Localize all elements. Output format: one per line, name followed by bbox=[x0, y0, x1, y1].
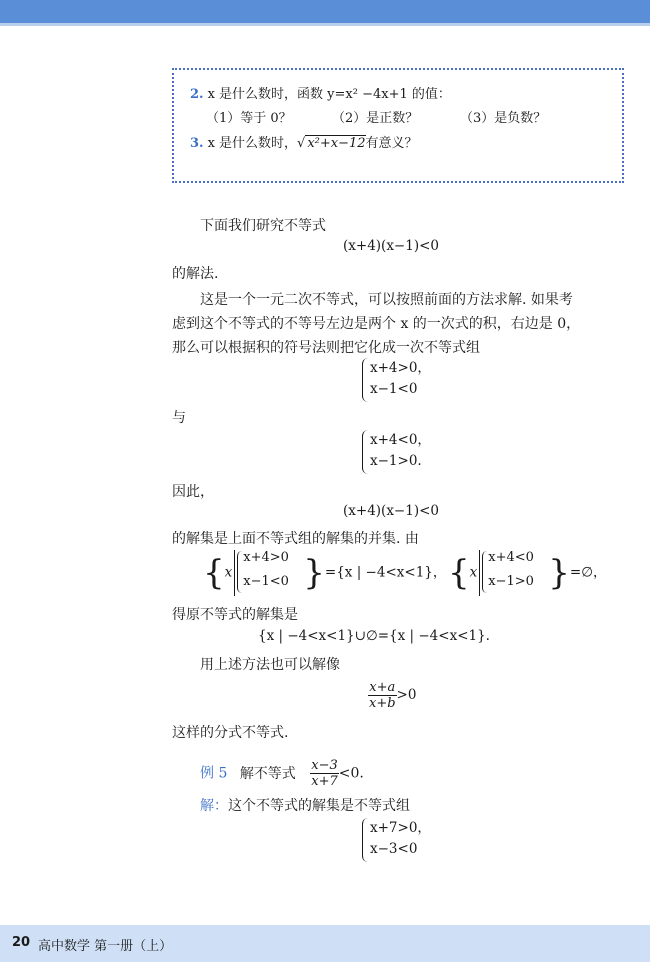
system-1-row-2: x−1<0 bbox=[370, 381, 418, 397]
example-5 bbox=[200, 758, 364, 789]
exercise-3-number: 3. bbox=[190, 136, 204, 151]
system-2-row-1: x+4<0， bbox=[370, 432, 431, 448]
example-label: 例 5 bbox=[200, 765, 228, 782]
inequality-system-1 bbox=[362, 356, 482, 406]
right-brace-icon: } bbox=[548, 553, 570, 593]
fraction-inequality-1 bbox=[368, 680, 416, 711]
paragraph-3-line-3: 那么可以根据积的符号法则把它化成一次不等式组 bbox=[172, 340, 480, 356]
exercise-2-question bbox=[190, 83, 451, 102]
exercise-3-question bbox=[190, 132, 418, 151]
brace-icon bbox=[362, 818, 369, 862]
paragraph-3-line-1: 这是一个一元二次不等式，可以按照前面的方法求解. 如果考 bbox=[200, 292, 573, 308]
page-number: 20 bbox=[12, 935, 31, 950]
set-expression-b bbox=[448, 550, 606, 596]
fraction-2-numerator: x−3 bbox=[311, 758, 338, 773]
solution-label: 解： bbox=[200, 798, 228, 814]
system-1-row-1: x+4>0， bbox=[370, 360, 431, 376]
paragraph-5: 因此， bbox=[172, 484, 214, 500]
set-a-row-1: x+4>0 bbox=[243, 550, 289, 565]
set-expression-a bbox=[203, 550, 446, 596]
fraction-2-denominator: x+7 bbox=[311, 774, 338, 789]
equation-2: (x+4)(x−1)<0 bbox=[343, 503, 439, 519]
fraction-1-relation: >0 bbox=[396, 687, 417, 703]
solution-text: 这个不等式的解集是不等式组 bbox=[228, 798, 410, 814]
fraction-1-denominator: x+b bbox=[369, 696, 396, 711]
set-a-variable: x bbox=[224, 564, 233, 581]
solution-line bbox=[200, 795, 410, 815]
example-text: 解不等式 bbox=[239, 765, 296, 782]
exercise-2-sub1: （1）等于 0？ bbox=[206, 111, 292, 126]
exercise-2-number: 2. bbox=[190, 87, 204, 102]
paragraph-3-line-2: 虑到这个不等式的不等号左边是两个 x 的一次式的积，右边是 0， bbox=[172, 316, 581, 332]
system-3-row-2: x−3<0 bbox=[370, 841, 418, 857]
paragraph-1: 下面我们研究不等式 bbox=[200, 218, 326, 234]
inequality-system-3 bbox=[362, 816, 482, 866]
top-color-band bbox=[0, 0, 650, 23]
exercise-2-sub2: （2）是正数？ bbox=[332, 111, 419, 126]
paragraph-4: 与 bbox=[172, 410, 186, 426]
set-b-system bbox=[482, 550, 548, 596]
sqrt-sign-icon: √ bbox=[297, 136, 306, 151]
exercise-2-sub3: （3）是负数？ bbox=[460, 111, 547, 126]
set-b-row-1: x+4<0 bbox=[488, 550, 534, 565]
fraction-2-relation: <0. bbox=[338, 765, 364, 782]
exercise-3-radicand: x²+x−12 bbox=[307, 136, 366, 151]
book-title: 高中数学 第一册（上） bbox=[38, 939, 173, 954]
fraction-1-numerator: x+a bbox=[369, 680, 396, 695]
left-brace-icon: { bbox=[203, 553, 225, 593]
equation-1: (x+4)(x−1)<0 bbox=[343, 238, 439, 254]
system-3-row-1: x+7>0， bbox=[370, 820, 431, 836]
set-a-row-2: x−1<0 bbox=[243, 574, 289, 589]
fraction-1 bbox=[368, 680, 397, 711]
right-brace-icon: } bbox=[303, 553, 325, 593]
system-2-row-2: x−1>0. bbox=[370, 453, 422, 469]
equation-3: {x | −4<x<1}∪∅={x | −4<x<1}. bbox=[258, 628, 490, 644]
top-color-band-light bbox=[0, 23, 650, 26]
set-b-variable: x bbox=[469, 564, 478, 581]
left-brace-icon: { bbox=[448, 553, 470, 593]
vertical-bar-icon bbox=[479, 550, 480, 596]
set-a-result: ={x | −4<x<1}， bbox=[324, 564, 447, 581]
exercise-2-text: x 是什么数时，函数 y=x² −4x+1 的值： bbox=[207, 87, 451, 102]
brace-icon bbox=[362, 430, 369, 474]
set-a-system bbox=[237, 550, 303, 596]
vertical-bar-icon bbox=[234, 550, 235, 596]
fraction-2 bbox=[310, 758, 339, 789]
paragraph-7: 得原不等式的解集是 bbox=[172, 607, 298, 623]
paragraph-8: 用上述方法也可以解像 bbox=[200, 657, 340, 673]
set-b-result: =∅， bbox=[569, 564, 607, 581]
paragraph-9: 这样的分式不等式. bbox=[172, 725, 289, 741]
paragraph-2: 的解法. bbox=[172, 266, 219, 282]
set-b-row-2: x−1>0 bbox=[488, 574, 534, 589]
inequality-system-2 bbox=[362, 428, 482, 478]
paragraph-6: 的解集是上面不等式组的解集的并集. 由 bbox=[172, 531, 419, 547]
exercise-3-pre: x 是什么数时， bbox=[207, 136, 298, 151]
brace-icon bbox=[362, 358, 369, 402]
exercise-3-post: 有意义？ bbox=[365, 136, 418, 151]
